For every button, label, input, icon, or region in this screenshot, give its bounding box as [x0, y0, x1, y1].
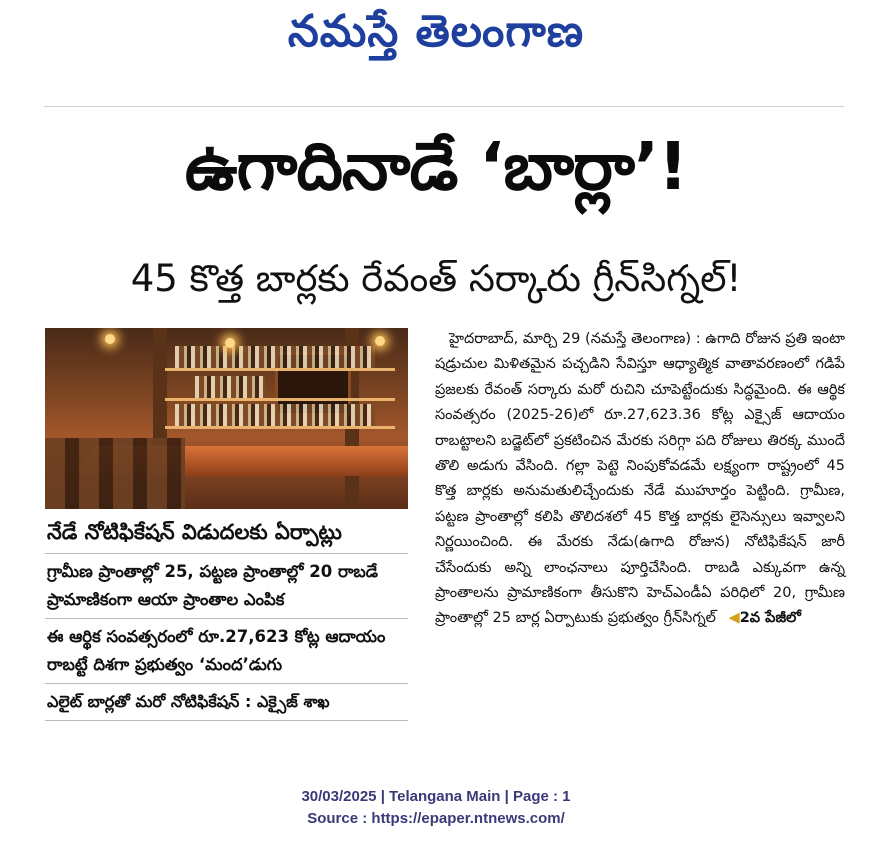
triangle-arrow-icon: ◀ — [728, 610, 740, 627]
highlight-item: ఈ ఆర్థిక సంవత్సరంలో రూ.27,623 కోట్ల ఆదాయం రాబట్టే దిశగా ప్రభుత్వం ‘మంద’డుగు — [45, 619, 408, 684]
masthead-divider — [44, 106, 844, 107]
bar-interior-photo — [45, 328, 408, 509]
highlight-item: గ్రామీణ ప్రాంతాల్లో 25, పట్టణ ప్రాంతాల్లో 20 రాబడే ప్రామాణికంగా ఆయా ప్రాంతాల ఎంపిక — [45, 554, 408, 619]
page-footer — [0, 786, 872, 830]
continued-on-page — [729, 610, 801, 626]
highlights-box — [45, 515, 408, 721]
footer-source: Source : https://epaper.ntnews.com/ — [307, 810, 565, 827]
article-body — [435, 327, 845, 632]
highlight-item: ఎలైట్ బార్లతో మరో నోటిఫికేషన్ : ఎక్సైజ్ శాఖ — [45, 684, 408, 721]
continued-label: 2వ పేజీలో — [739, 610, 801, 627]
highlights-title: నేడే నోటిఫికేషన్ విడుదలకు ఏర్పాట్లు — [45, 515, 408, 554]
sub-headline: 45 కొత్త బార్లకు రేవంత్ సర్కారు గ్రీన్‌సిగ్నల్! — [130, 257, 742, 300]
newspaper-masthead: నమస్తే తెలంగాణ — [287, 6, 585, 57]
main-headline: ఉగాదినాడే ‘బార్లా’! — [184, 128, 688, 205]
article-text: హైదరాబాద్, మార్చి 29 (నమస్తే తెలంగాణ) : ఉగాది రోజున ప్రతి ఇంటా షడ్రుచుల మిళితమైన పచ్చడిని సేవిస్తూ ఆధ్యాత్మిక వాతావరణంలో గడిపే ప్రజలకు రేవంత్ సర్కారు మరో రుచిని చూపెట్టేందుకు సిద్ధమైంది. ఈ ఆర్థిక సంవత్సరం (2025-26)లో రూ.27,623.36 కోట్ల ఎక్సైజ్ ఆదాయం రాబట్టాలని బడ్జెట్‌లో ప్రకటించిన మేరకు సరిగ్గా పది రోజులు తిరక్క ముందే తొలి అడుగు వేసింది. గల్లా పెట్టె నింపుకోవడమే లక్ష్యంగా రాష్ట్రంలో 45 కొత్త బార్లకు అనుమతులిచ్చేందుకు నేడే ముహూర్తం పెట్టింది. గ్రామీణ, పట్టణ ప్రాంతాల్లో కలిపి తొలిదశలో 45 కొత్త బార్లకు లైసెన్సులు ఇవ్వాలని నిర్ణయించింది. ఈ మేరకు నేడు(ఉగాది రోజున) నోటిఫికేషన్ జారీ చేసేందుకు అన్ని లాంఛనాలు పూర్తిచేసింది. రాబడి ఎక్కువగా ఉన్న ప్రాంతాలను ప్రామాణికంగా తీసుకొని హెచ్ఎండీఏ పరిధిలో 20, గ్రామీణ ప్రాంతాల్లో 25 బార్ల ఏర్పాటుకు ప్రభుత్వం గ్రీన్‌సిగ్నల్ — [435, 331, 845, 627]
footer-edition-info: 30/03/2025 | Telangana Main | Page : 1 — [301, 788, 571, 805]
